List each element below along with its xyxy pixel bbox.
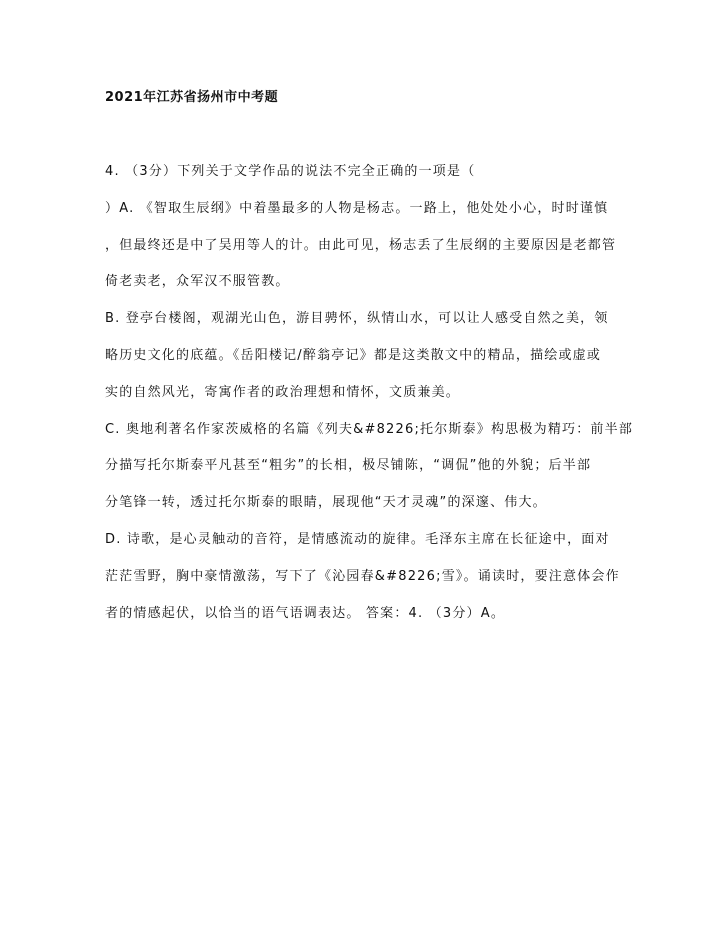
question-line: 分笔锋一转，透过托尔斯泰的眼睛，展现他“天才灵魂”的深邃、伟大。 [105, 495, 547, 511]
question-line: 倚老卖老，众军汉不服管教。 [105, 274, 290, 290]
question-line: D. 诗歌，是心灵触动的音符，是情感流动的旋律。毛泽东主席在长征途中，面对 [105, 531, 610, 547]
question-line: ，但最终还是中了吴用等人的计。由此可见，杨志丢了生辰纲的主要原因是老都管 [105, 237, 617, 253]
question-line: 者的情感起伏，以恰当的语气语调表达。 答案：4. （3分）A。 [105, 605, 506, 621]
question-line: 4. （3分）下列关于文学作品的说法不完全正确的一项是（ [105, 164, 476, 179]
document-title: 2021年江苏省扬州市中考题 [105, 90, 279, 105]
question-line: 略历史文化的底蕴。《岳阳楼记/醉翁亭记》都是这类散文中的精品，描绘或虚或 [105, 347, 602, 363]
question-line: 实的自然风光，寄寓作者的政治理想和情怀，文质兼美。 [105, 384, 461, 400]
question-line: 茫茫雪野，胸中豪情激荡，写下了《沁园春&#8226;雪》。诵读时，要注意体会作 [105, 568, 620, 584]
question-line: 分描写托尔斯泰平凡甚至“粗劣”的长相，极尽铺陈，“调侃”他的外貌；后半部 [105, 458, 592, 474]
question-line: C. 奥地利著名作家茨威格的名篇《列夫&#8226;托尔斯泰》构思极为精巧：前半部 [105, 421, 634, 437]
question-line: B. 登亭台楼阁，观湖光山色，游目骋怀，纵情山水，可以让人感受自然之美，领 [105, 311, 609, 327]
question-block [105, 154, 634, 632]
question-line: ）A. 《智取生辰纲》中着墨最多的人物是杨志。一路上，他处处小心，时时谨慎 [105, 200, 609, 216]
